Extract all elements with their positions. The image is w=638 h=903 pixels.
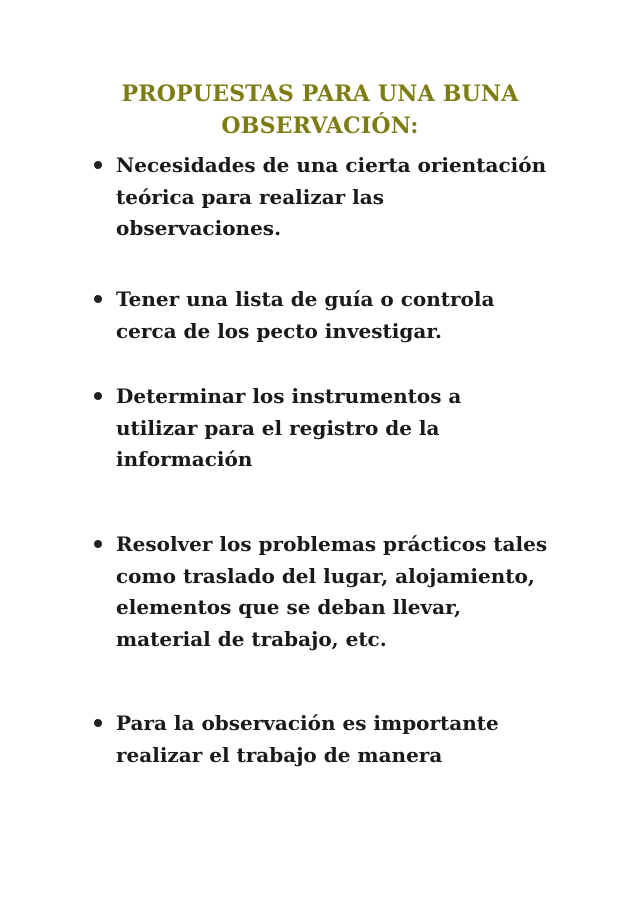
list-item-text: Para la observación es importante bbox=[116, 711, 499, 735]
list-item-text: Determinar los instrumentos a bbox=[116, 384, 462, 408]
list-item-text: Resolver los problemas prácticos tales bbox=[116, 532, 548, 556]
list-item bbox=[94, 708, 499, 771]
list-item-text: como traslado del lugar, alojamiento, bbox=[116, 563, 535, 588]
list-item-text: información bbox=[116, 447, 253, 471]
list-item bbox=[94, 284, 494, 347]
list-item-text: teórica para realizar las bbox=[116, 184, 384, 209]
list-item bbox=[94, 150, 546, 245]
list-item-text: utilizar para el registro de la bbox=[116, 415, 440, 440]
title-line-2: OBSERVACIÓN: bbox=[221, 113, 419, 139]
list-item bbox=[94, 381, 461, 476]
list-item-text: elementos que se deban llevar, bbox=[116, 595, 462, 619]
title-line-1: PROPUESTAS PARA UNA BUNA bbox=[121, 81, 519, 107]
page-title bbox=[60, 78, 580, 142]
list-item-text: observaciones. bbox=[116, 216, 282, 240]
list-item-text: cerca de los pecto investigar. bbox=[116, 318, 442, 343]
bullet-icon bbox=[94, 161, 102, 169]
bullet-icon bbox=[94, 295, 102, 303]
list-item-text: realizar el trabajo de manera bbox=[116, 742, 443, 767]
bullet-icon bbox=[94, 540, 102, 548]
list-item-text: material de trabajo, etc. bbox=[116, 626, 387, 651]
list-item-text: Necesidades de una cierta orientación bbox=[116, 153, 547, 177]
list-item-text: Tener una lista de guía o controla bbox=[116, 287, 495, 311]
bullet-icon bbox=[94, 719, 102, 727]
bullet-icon bbox=[94, 392, 102, 400]
list-item bbox=[94, 529, 547, 655]
